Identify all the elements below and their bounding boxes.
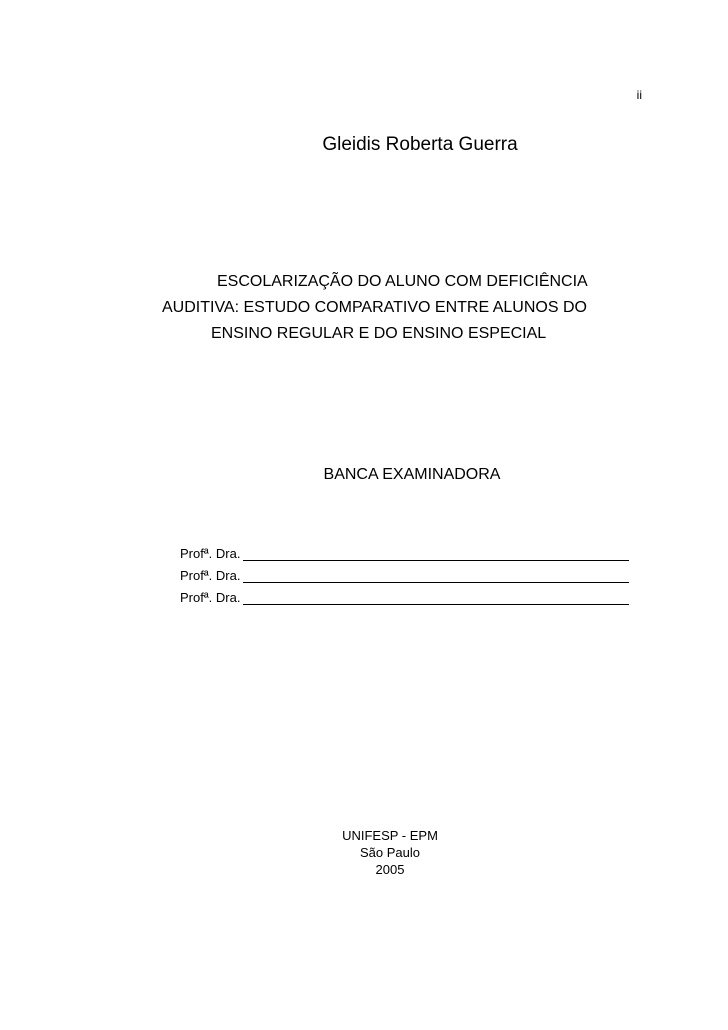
thesis-title-line-1: ESCOLARIZAÇÃO DO ALUNO COM DEFICIÊNCIA — [217, 273, 588, 290]
page-number: ii — [636, 88, 642, 102]
examining-board-heading: BANCA EXAMINADORA — [323, 466, 501, 483]
signature-line — [243, 591, 629, 605]
author-name: Gleidis Roberta Guerra — [322, 134, 518, 155]
examiner-signature-list — [180, 544, 650, 610]
signature-line — [243, 547, 629, 561]
examiner-title-label: Profª. Dra. — [180, 568, 241, 583]
city-name: São Paulo — [360, 845, 420, 860]
institution-name: UNIFESP - EPM — [342, 828, 438, 843]
examiner-title-label: Profª. Dra. — [180, 546, 241, 561]
examiner-signature-row — [180, 544, 650, 561]
thesis-title-line-3: ENSINO REGULAR E DO ENSINO ESPECIAL — [211, 325, 547, 342]
examiner-signature-row — [180, 588, 650, 605]
footer-block — [0, 827, 728, 878]
year: 2005 — [375, 862, 405, 877]
examiner-signature-row — [180, 566, 650, 583]
signature-line — [243, 569, 629, 583]
examiner-title-label: Profª. Dra. — [180, 590, 241, 605]
thesis-title-line-2: AUDITIVA: ESTUDO COMPARATIVO ENTRE ALUNOS DO — [162, 299, 587, 316]
thesis-title — [162, 269, 630, 347]
